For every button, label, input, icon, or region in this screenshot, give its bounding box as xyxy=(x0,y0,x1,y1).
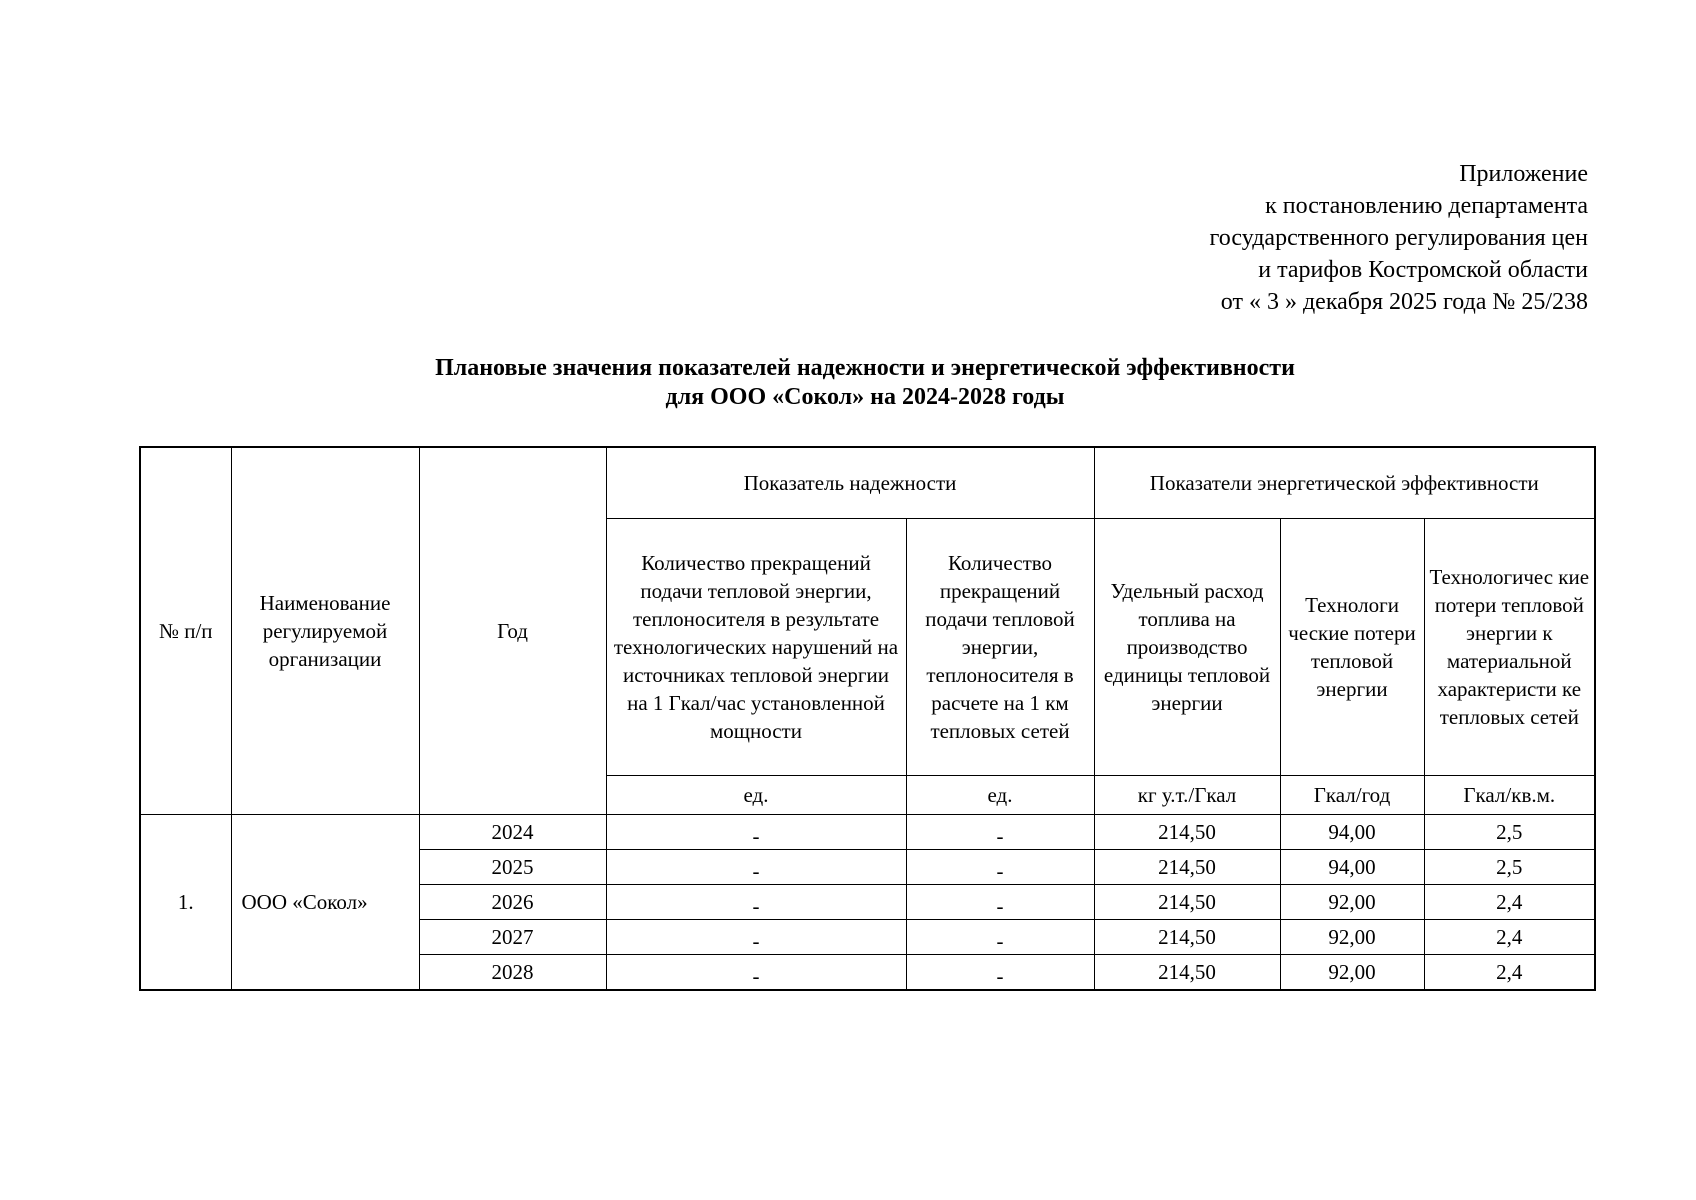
cell-year: 2026 xyxy=(419,885,606,920)
cell-col4: 92,00 xyxy=(1280,955,1424,991)
cell-col4: 92,00 xyxy=(1280,885,1424,920)
header-row-group xyxy=(140,447,1595,519)
cell-col4: 94,00 xyxy=(1280,850,1424,885)
unit-col3: кг у.т./Гкал xyxy=(1094,776,1280,815)
cell-col1 xyxy=(606,850,906,885)
header-col5: Технологичес кие потери тепловой энергии к материальной характеристи ке тепловых сетей xyxy=(1424,519,1595,776)
header-num: № п/п xyxy=(140,447,231,815)
unit-col4: Гкал/год xyxy=(1280,776,1424,815)
cell-year: 2024 xyxy=(419,815,606,850)
cell-col2 xyxy=(906,955,1094,991)
header-col4: Технологи ческие потери тепловой энергии xyxy=(1280,519,1424,776)
cell-col3: 214,50 xyxy=(1094,920,1280,955)
cell-col3: 214,50 xyxy=(1094,850,1280,885)
cell-col5: 2,4 xyxy=(1424,955,1595,991)
cell-col3: 214,50 xyxy=(1094,815,1280,850)
appendix-line: от « 3 » декабря 2025 года № 25/238 xyxy=(1220,289,1588,315)
title-line-1: Плановые значения показателей надежности и энергетической эффективности xyxy=(435,355,1295,381)
header-col2: Количество прекращений подачи тепловой энергии, теплоносителя в расчете на 1 км тепловых сетей xyxy=(906,519,1094,776)
appendix-line: государственного регулирования цен xyxy=(1209,225,1588,251)
cell-dash: - xyxy=(752,894,760,918)
cell-col2 xyxy=(906,815,1094,850)
cell-col1 xyxy=(606,955,906,991)
cell-col4: 94,00 xyxy=(1280,815,1424,850)
header-org: Наименование регулируемой организации xyxy=(231,447,419,815)
unit-col1: ед. xyxy=(606,776,906,815)
document-title xyxy=(0,354,1696,412)
cell-col3: 214,50 xyxy=(1094,885,1280,920)
cell-dash: - xyxy=(752,859,760,883)
cell-dash: - xyxy=(996,929,1004,953)
cell-col3: 214,50 xyxy=(1094,955,1280,991)
cell-col5: 2,4 xyxy=(1424,920,1595,955)
appendix-block xyxy=(1210,158,1588,318)
header-efficiency-group: Показатели энергетической эффективности xyxy=(1094,447,1595,519)
header-reliability-group: Показатель надежности xyxy=(606,447,1094,519)
indicators-table xyxy=(139,446,1596,991)
cell-col1 xyxy=(606,920,906,955)
header-col1: Количество прекращений подачи тепловой энергии, теплоносителя в результате технологических нарушений на источниках тепловой энергии на 1 Гкал/час установленной мощности xyxy=(606,519,906,776)
appendix-line: и тарифов Костромской области xyxy=(1258,257,1588,283)
entry-org: ООО «Сокол» xyxy=(231,815,419,991)
cell-dash: - xyxy=(752,929,760,953)
cell-col5: 2,5 xyxy=(1424,815,1595,850)
cell-col2 xyxy=(906,850,1094,885)
cell-col5: 2,4 xyxy=(1424,885,1595,920)
cell-col2 xyxy=(906,885,1094,920)
cell-year: 2025 xyxy=(419,850,606,885)
cell-dash: - xyxy=(996,964,1004,988)
cell-dash: - xyxy=(752,964,760,988)
appendix-line: к постановлению департамента xyxy=(1265,193,1588,219)
table-row xyxy=(140,815,1595,850)
cell-dash: - xyxy=(996,894,1004,918)
cell-dash: - xyxy=(996,824,1004,848)
title-line-2: для ООО «Сокол» на 2024-2028 годы xyxy=(665,384,1065,410)
unit-col5: Гкал/кв.м. xyxy=(1424,776,1595,815)
cell-col4: 92,00 xyxy=(1280,920,1424,955)
header-col3: Удельный расход топлива на производство единицы тепловой энергии xyxy=(1094,519,1280,776)
cell-col1 xyxy=(606,885,906,920)
appendix-line: Приложение xyxy=(1459,161,1588,187)
unit-col2: ед. xyxy=(906,776,1094,815)
cell-col5: 2,5 xyxy=(1424,850,1595,885)
cell-col2 xyxy=(906,920,1094,955)
cell-col1 xyxy=(606,815,906,850)
cell-dash: - xyxy=(996,859,1004,883)
header-year: Год xyxy=(419,447,606,815)
entry-num: 1. xyxy=(140,815,231,991)
cell-dash: - xyxy=(752,824,760,848)
cell-year: 2027 xyxy=(419,920,606,955)
cell-year: 2028 xyxy=(419,955,606,991)
